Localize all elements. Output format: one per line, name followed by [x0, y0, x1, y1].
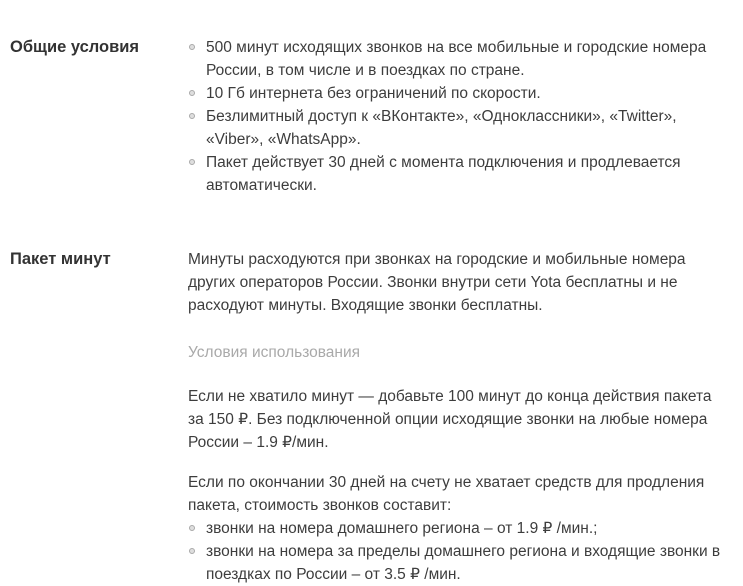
list-item: [188, 82, 723, 105]
list-item-text: 500 минут исходящих звонков на все мобильные и городские номера России, в том числе и в поездках по стране.: [206, 39, 707, 79]
list-item-text: Пакет действует 30 дней с момента подключения и продлевается автоматически.: [206, 154, 681, 194]
section-minutes-package: [10, 248, 723, 586]
add-minutes-paragraph: Если не хватило минут — добавьте 100 минут до конца действия пакета за 150 ₽. Без подключенной опции исходящие звонки на любые номера России – 1.9 ₽/мин.: [188, 388, 712, 451]
general-conditions-content: [188, 36, 723, 197]
list-item: [188, 105, 723, 151]
minutes-package-content: [188, 248, 723, 586]
usage-terms-link[interactable]: Условия использования: [188, 344, 361, 361]
list-item-text: 10 Гб интернета без ограничений по скорости.: [206, 85, 541, 102]
call-rates-list: [188, 517, 723, 586]
list-item: [188, 36, 723, 82]
list-item-text: звонки на номера домашнего региона – от 1.9 ₽ /мин.;: [206, 520, 598, 537]
general-conditions-list: [188, 36, 723, 197]
list-item-text: Безлимитный доступ к «ВКонтакте», «Одноклассники», «Twitter», «Viber», «WhatsApp».: [206, 108, 677, 148]
minutes-intro-paragraph: Минуты расходуются при звонках на городские и мобильные номера других операторов России. Звонки внутри сети Yota бесплатны и не расходуют минуты. Входящие звонки бесплатны.: [188, 251, 686, 314]
section-general-conditions: [10, 36, 723, 197]
list-item: [188, 151, 723, 197]
section-label-general-conditions: Общие условия: [10, 38, 140, 56]
list-item: [188, 540, 723, 586]
renewal-paragraph: Если по окончании 30 дней на счету не хватает средств для продления пакета, стоимость звонков составит:: [188, 474, 705, 514]
section-label-minutes-package: Пакет минут: [10, 250, 111, 268]
list-item: [188, 517, 723, 540]
list-item-text: звонки на номера за пределы домашнего региона и входящие звонки в поездках по России – от 3.5 ₽ /мин.: [206, 543, 721, 583]
